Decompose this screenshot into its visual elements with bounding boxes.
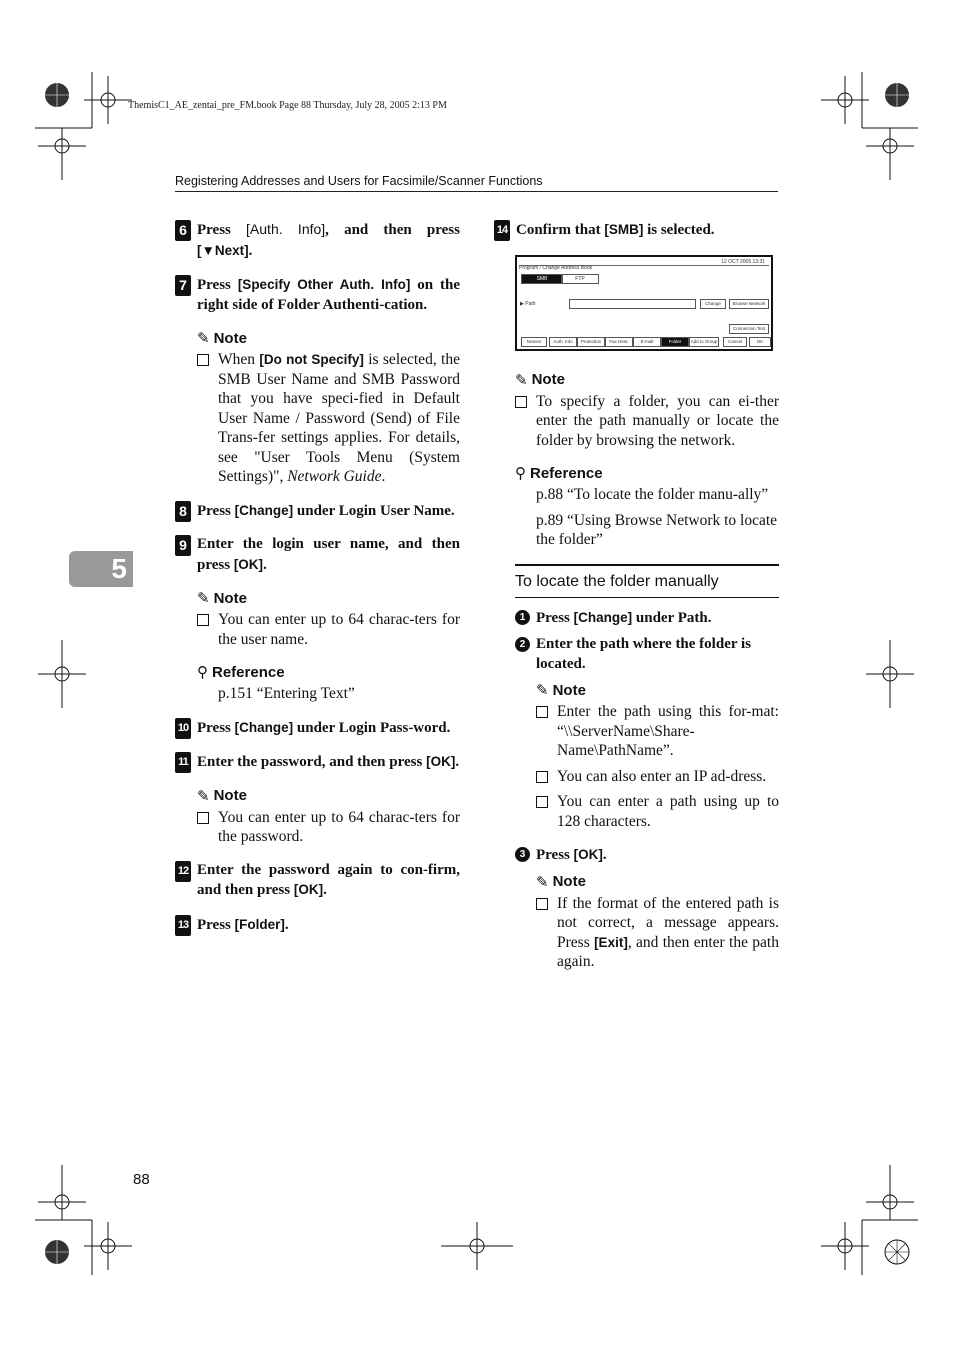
key-label: [OK] [233,556,264,572]
path-field[interactable] [569,299,696,309]
step-13: 13 Press [Folder]. [175,915,460,936]
step-number: 10 [175,718,191,739]
reference-block [197,663,460,704]
magnifier-icon: ⚲ [515,465,526,482]
bottom-tab[interactable]: Add to Group [689,337,719,347]
key-label: [OK] [293,882,324,897]
note-heading: Note [531,371,565,388]
tab-smb[interactable]: SMB [521,274,563,284]
cancel-button[interactable]: Cancel [723,337,747,347]
step-number: 6 [175,220,191,241]
note-heading: Note [213,589,247,607]
step-number: 12 [175,861,191,882]
key-label: [Exit] [594,934,628,950]
substep-3: 3 Press [OK]. [515,845,779,866]
note-item: Enter the path using this for-mat: “\\ServerName\Share-Name\PathName”. [536,702,779,761]
device-screenshot [515,255,773,351]
reference-heading: Reference [530,464,603,482]
note-heading: Note [552,873,586,890]
tab-ftp[interactable]: FTP [561,274,599,284]
note-item: You can enter up to 64 charac-ters for the password. [197,808,460,847]
bottom-tab[interactable]: Auth. Info [549,337,577,347]
step-14: 14 Confirm that [SMB] is selected. [494,220,779,241]
substep-1: 1 Press [Change] under Path. [515,608,779,629]
note-item: You can also enter an IP ad-dress. [536,767,779,787]
note-block [197,589,460,649]
bottom-tab[interactable]: Fax Dest. [605,337,633,347]
pencil-icon: ✎ [536,682,549,699]
step-12: 12 Enter the password again to con-firm, and then press [OK]. [175,861,460,901]
note-item: You can enter up to 64 charac-ters for the user name. [197,610,460,649]
reference-heading: Reference [212,663,285,681]
reference-item: p.151 “Entering Text” [218,685,355,702]
note-item: To specify a folder, you can ei-ther enter the path manually or locate the folder by browsing the network. [515,392,779,451]
running-header: Registering Addresses and Users for Facsimile/Scanner Functions [175,174,778,192]
print-info: ThemisC1_AE_zentai_pre_FM.book Page 88 Thursday, July 28, 2005 2:13 PM [128,100,447,111]
bottom-tab[interactable]: Names [521,337,547,347]
key-label: [Auth. Info] [246,221,326,237]
browse-network-button[interactable]: Browse Network [729,299,769,309]
key-label: [Do not Specify] [259,352,364,367]
substep-number: 1 [515,610,530,625]
step-9: 9 Enter the login user name, and then press [OK]. [175,535,460,575]
key-label: [Specify Other Auth. Info] [237,277,411,292]
bottom-tab[interactable]: Protection [577,337,605,347]
key-label: [OK] [573,847,603,862]
step-7: 7 Press [Specify Other Auth. Info] on the right side of Folder Authenti-cation. [175,275,460,315]
step-number: 7 [175,275,191,296]
key-label: [Change] [234,502,294,518]
reference-block [515,464,779,550]
note-block [536,873,779,972]
key-label: [Change] [573,609,633,625]
chapter-tab: 5 [69,551,133,587]
bottom-tab[interactable]: E-mail [633,337,661,347]
key-label: [Change] [234,719,294,735]
screen-title: Program / Change Address Book [519,264,593,271]
step-number: 13 [175,915,191,936]
ok-button[interactable]: OK [749,337,771,347]
change-button[interactable]: Change [700,299,726,309]
note-heading: Note [213,329,247,347]
magnifier-icon: ⚲ [197,664,208,681]
key-label: [OK] [426,754,456,769]
left-column [175,220,460,949]
page-number: 88 [133,1171,150,1188]
pencil-icon: ✎ [515,371,528,389]
section-title: To locate the folder manually [515,564,779,598]
step-number: 14 [494,220,510,241]
step-number: 9 [175,535,191,556]
note-item: When [Do not Specify] is selected, the SMB User Name and SMB Password that you have speci-fied in Default User Name / Password (Send) of File Trans-fer settings applies. For details, see "User Tools Menu (System Settings)", Network Guide. [197,350,460,487]
step-number: 11 [175,752,191,773]
note-heading: Note [552,681,586,699]
key-label: [Folder] [234,916,285,932]
right-column [494,220,779,986]
note-item: If the format of the entered path is not correct, a message appears. Press [Exit], and then enter the path again. [536,894,779,972]
connection-test-button[interactable]: Connection Test [729,324,769,334]
pencil-icon: ✎ [536,873,549,891]
step-11: 11 Enter the password, and then press [OK]. [175,752,460,773]
key-label: [▼Next] [197,242,249,258]
note-block [197,787,460,847]
bottom-tab-bar [519,338,769,347]
step-6: 6 Press [Auth. Info], and then press [▼Next]. [175,220,460,261]
step-8: 8 Press [Change] under Login User Name. [175,501,460,522]
pencil-icon: ✎ [197,330,210,347]
pencil-icon: ✎ [197,787,210,805]
note-block [197,329,460,487]
reference-item: p.88 “To locate the folder manu-ally” [536,486,769,503]
step-10: 10 Press [Change] under Login Pass-word. [175,718,460,739]
clock-text: 12 OCT 2005 13:31 [721,258,765,265]
substep-number: 3 [515,847,530,862]
substep-number: 2 [515,637,530,652]
pencil-icon: ✎ [197,590,210,607]
note-block [536,681,779,831]
reference-item: p.89 “Using Browse Network to locate the folder” [536,511,778,548]
bottom-tab[interactable]: Folder [661,337,689,347]
note-block [515,371,779,451]
step-number: 8 [175,501,191,522]
key-label: [SMB] [604,222,644,237]
path-label: ▶ Path [520,300,536,307]
note-heading: Note [213,787,247,804]
substep-2: 2 Enter the path where the folder is located. [515,635,779,674]
note-item: You can enter a path using up to 128 characters. [536,792,779,831]
